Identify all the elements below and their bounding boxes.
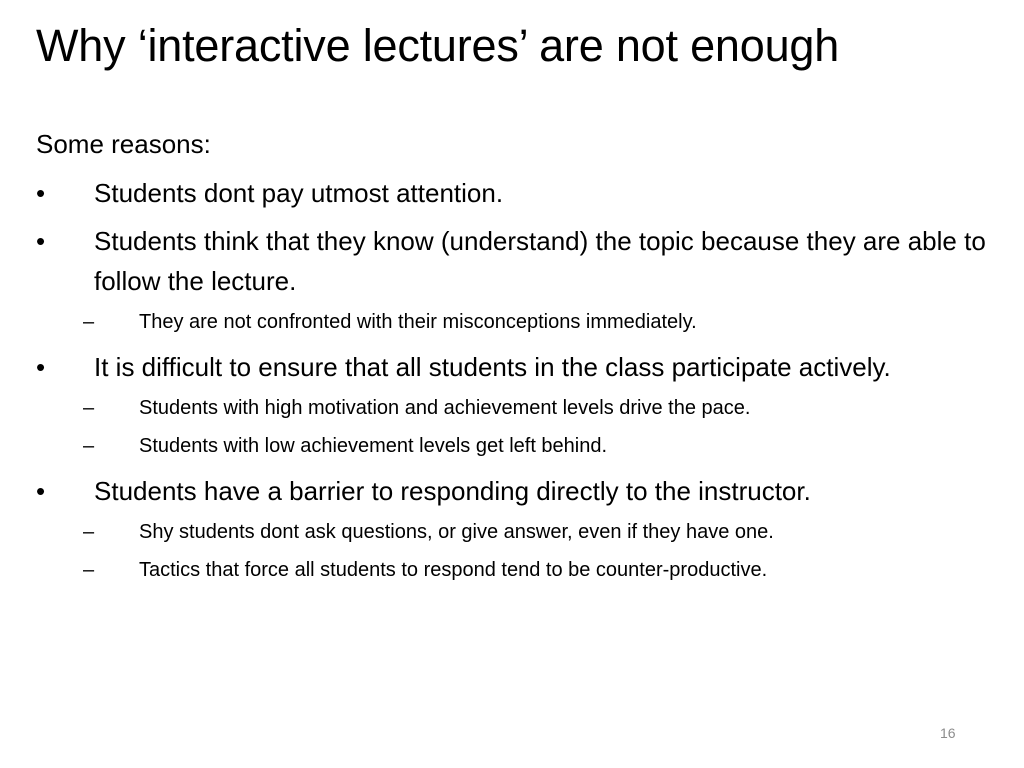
sub-bullet-item xyxy=(36,555,986,585)
sub-bullet-text: Tactics that force all students to respond tend to be counter-productive. xyxy=(139,559,768,581)
bullet-item xyxy=(36,471,986,511)
intro-text: Some reasons: xyxy=(36,129,211,159)
bullet-text: Students think that they know (understand) the topic because they are able to follow the lecture. xyxy=(94,226,986,296)
bullet-text: Students dont pay utmost attention. xyxy=(94,178,504,208)
sub-bullet-item xyxy=(36,393,986,423)
bullet-marker: • xyxy=(36,352,46,382)
bullet-text: It is difficult to ensure that all students in the class participate actively. xyxy=(94,352,891,382)
page-number: 16 xyxy=(940,725,956,741)
slide-title: Why ‘interactive lectures’ are not enough xyxy=(36,20,840,71)
bullet-marker: • xyxy=(36,178,46,208)
sub-bullet-marker: – xyxy=(83,559,95,581)
sub-bullet-item xyxy=(36,431,986,461)
sub-bullet-marker: – xyxy=(83,435,95,457)
sub-bullet-item xyxy=(36,517,986,547)
sub-bullet-text: Students with low achievement levels get left behind. xyxy=(139,435,608,457)
sub-bullet-text: They are not confronted with their misconceptions immediately. xyxy=(139,311,697,333)
bullet-text: Students have a barrier to responding directly to the instructor. xyxy=(94,476,811,506)
sub-bullet-marker: – xyxy=(83,521,95,543)
sub-bullet-marker: – xyxy=(83,397,95,419)
bullet-item xyxy=(36,221,986,301)
bullet-item xyxy=(36,347,986,387)
sub-bullet-text: Students with high motivation and achievement levels drive the pace. xyxy=(139,397,751,419)
sub-bullet-text: Shy students dont ask questions, or give answer, even if they have one. xyxy=(139,521,774,543)
bullet-marker: • xyxy=(36,476,46,506)
bullet-item xyxy=(36,173,986,213)
slide-body xyxy=(36,124,986,595)
bullet-marker: • xyxy=(36,226,46,256)
sub-bullet-marker: – xyxy=(83,311,95,333)
sub-bullet-item xyxy=(36,307,986,337)
